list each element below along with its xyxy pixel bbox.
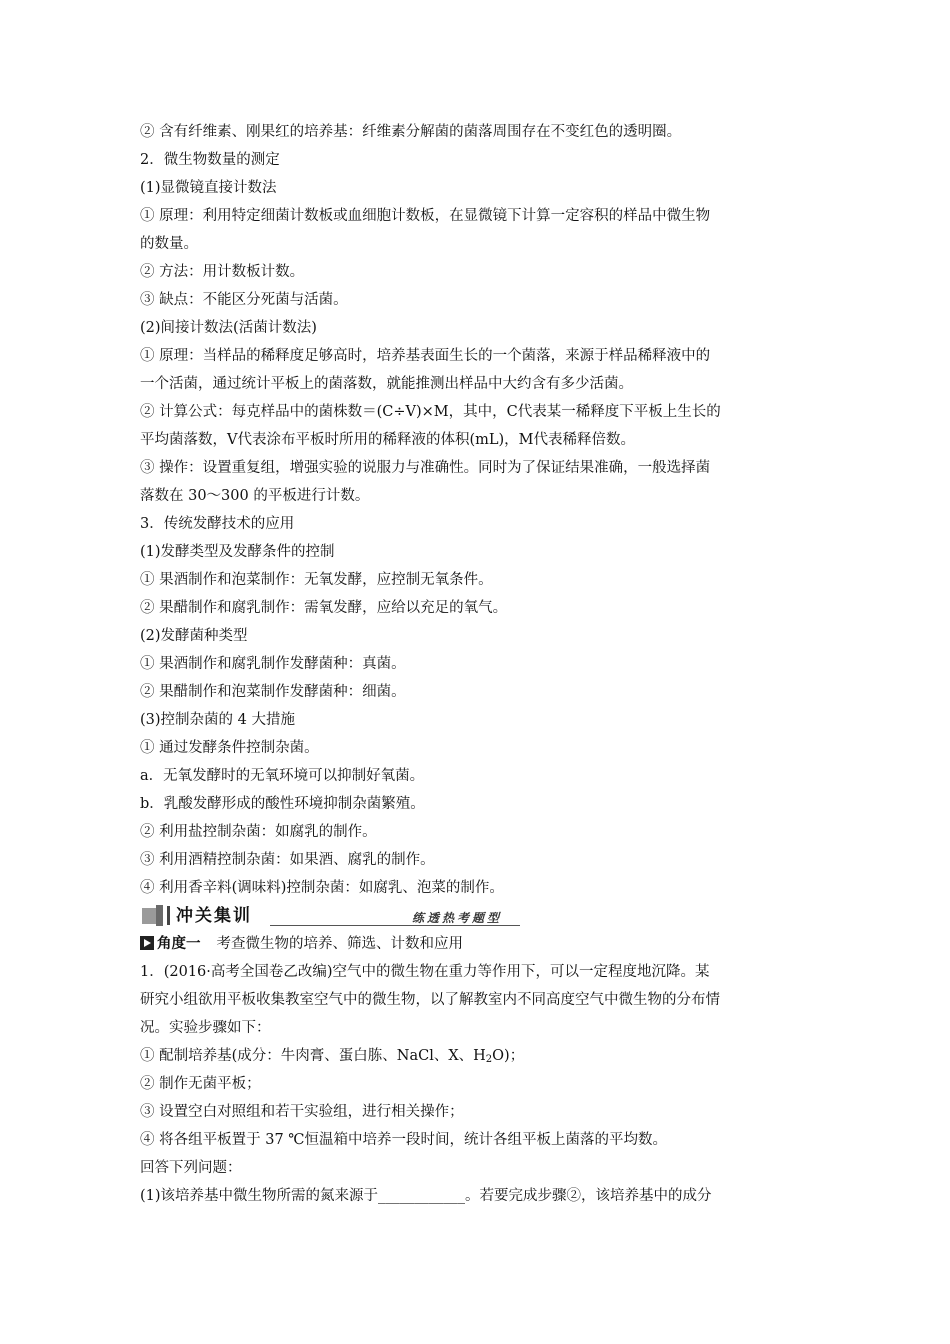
angle-text: 考查微生物的培养、筛选、计数和应用 [216,936,463,952]
banner-block-icon [142,908,156,924]
text-line: ① 果酒制作和腐乳制作发酵菌种：真菌。 [140,656,406,672]
heading-fermentation: 3．传统发酵技术的应用 [140,516,295,532]
step-1-subscript: 2 [485,1054,493,1065]
text-line: 落数在 30～300 的平板进行计数。 [140,488,370,504]
text-line: ④ 利用香辛料(调味料)控制杂菌：如腐乳、泡菜的制作。 [140,880,504,896]
text-line: (2)间接计数法(活菌计数法) [140,320,317,336]
text-line: 的数量。 [140,236,198,252]
question-line: (1)该培养基中微生物所需的氮来源于____________。若要完成步骤②，该培养基中的成分 [140,1188,712,1204]
text-line: b．乳酸发酵形成的酸性环境抑制杂菌繁殖。 [140,796,425,812]
step-1-suffix: O)； [492,1048,525,1064]
text-line: (1)发酵类型及发酵条件的控制 [140,544,335,560]
text-line: ③ 操作：设置重复组，增强实验的说服力与准确性。同时为了保证结果准确，一般选择菌 [140,460,711,476]
question-line: 况。实验步骤如下： [140,1020,271,1036]
text-line: 一个活菌，通过统计平板上的菌落数，就能推测出样品中大约含有多少活菌。 [140,376,633,392]
text-line: ① 原理：利用特定细菌计数板或血细胞计数板，在显微镜下计算一定容积的样品中微生物 [140,208,711,224]
text-line: ① 原理：当样品的稀释度足够高时，培养基表面生长的一个菌落，来源于样品稀释液中的 [140,348,711,364]
banner-title: 冲关集训 [176,906,252,926]
text-line: ③ 缺点：不能区分死菌与活菌。 [140,292,348,308]
banner-block-icon [156,905,163,926]
text-line: 平均菌落数，V代表涂布平板时所用的稀释液的体积(mL)，M代表稀释倍数。 [140,432,636,448]
text-line: ① 果酒制作和泡菜制作：无氧发酵，应控制无氧条件。 [140,572,493,588]
text-line: ③ 利用酒精控制杂菌：如果酒、腐乳的制作。 [140,852,435,868]
question-line: ③ 设置空白对照组和若干实验组，进行相关操作； [140,1104,464,1120]
question-line: 研究小组欲用平板收集教室空气中的微生物，以了解教室内不同高度空气中微生物的分布情 [140,992,720,1008]
text-line: ② 计算公式：每克样品中的菌株数＝(C÷V)×M，其中，C代表某一稀释度下平板上生长的 [140,404,721,420]
question-section [140,958,815,1210]
step-1-prefix: ① 配制培养基(成分：牛肉膏、蛋白胨、NaCl、X、H [140,1048,486,1064]
text-line: (3)控制杂菌的 4 大措施 [140,712,295,728]
knowledge-section [140,118,815,902]
text-line: (2)发酵菌种类型 [140,628,248,644]
document-body [140,118,815,1210]
angle-heading [140,930,815,958]
question-line: 1．(2016·高考全国卷乙改编)空气中的微生物在重力等作用下，可以一定程度地沉降。某 [140,964,710,980]
banner-divider [167,906,170,925]
question-line: ④ 将各组平板置于 37 ℃恒温箱中培养一段时间，统计各组平板上菌落的平均数。 [140,1132,667,1148]
text-line: ② 果醋制作和泡菜制作发酵菌种：细菌。 [140,684,406,700]
text-line: a．无氧发酵时的无氧环境可以抑制好氧菌。 [140,768,425,784]
question-line: 回答下列问题： [140,1160,242,1176]
question-line: ② 制作无菌平板； [140,1076,261,1092]
text-line: (1)显微镜直接计数法 [140,180,277,196]
text-line: ② 含有纤维素、刚果红的培养基：纤维素分解菌的菌落周围存在不变红色的透明圈。 [140,124,682,140]
text-line: ② 方法：用计数板计数。 [140,264,305,280]
banner-subtitle: 练透热考题型 [412,911,503,925]
angle-label: 角度一 [157,936,201,952]
text-line: ② 果醋制作和腐乳制作：需氧发酵，应给以充足的氧气。 [140,600,508,616]
step-1-line [140,1042,815,1070]
section-banner [140,904,815,930]
play-triangle-icon [140,936,154,950]
text-line: ② 利用盐控制杂菌：如腐乳的制作。 [140,824,377,840]
heading-microbe-count: 2．微生物数量的测定 [140,152,280,168]
text-line: ① 通过发酵条件控制杂菌。 [140,740,319,756]
